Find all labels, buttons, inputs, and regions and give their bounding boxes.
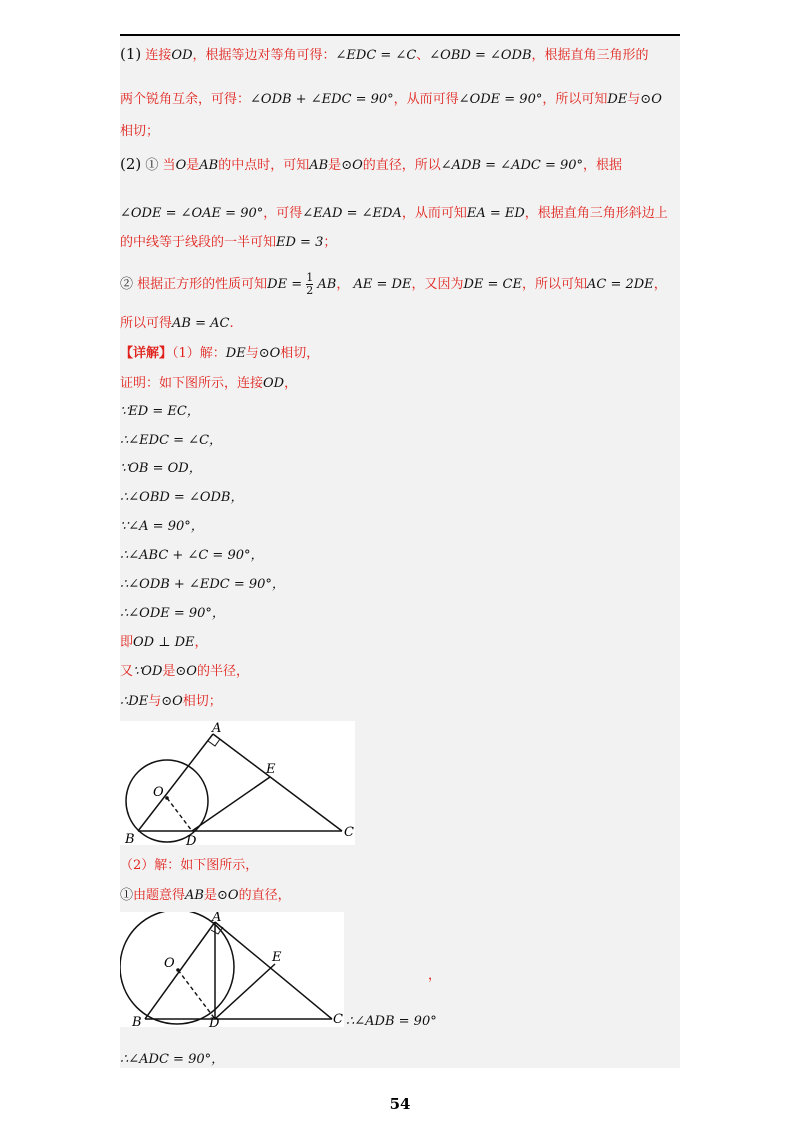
label-a: A (212, 912, 222, 925)
proof-step-13: ∴∠ADC = 90°， (120, 1052, 225, 1067)
segment-de (215, 964, 275, 1019)
page-number: 54 (389, 1095, 411, 1113)
proof-step-7: ∴∠ODB + ∠EDC = 90°， (120, 577, 285, 592)
figure-1 (120, 721, 355, 845)
proof-step-10: 又∵OD是⊙O的半径， (120, 664, 249, 679)
segment-od-dashed (178, 970, 215, 1019)
segment-ab (138, 734, 213, 831)
label-e: E (266, 762, 276, 777)
segment-od-dashed (167, 798, 192, 831)
proof-step-11: ∴DE与⊙O相切； (120, 694, 222, 709)
part2-heading: （2）解：如下图所示， (120, 858, 259, 873)
label-o: O (153, 785, 164, 800)
proof-step-8: ∴∠ODE = 90°， (120, 606, 225, 621)
circle-o (120, 912, 234, 1024)
label-c: C (344, 825, 354, 840)
proof-step-5: ∵∠A = 90°， (120, 519, 204, 534)
solution-panel (120, 36, 680, 1068)
analysis-p1-line3: 相切； (120, 124, 160, 139)
proof-step-3: ∵OB = OD， (120, 461, 202, 476)
label-e: E (272, 950, 282, 965)
segment-de (192, 777, 270, 831)
analysis-p2-line1: (2) ① 当O是AB的中点时，可知AB是⊙O的直径，所以∠ADB = ∠ADC = 90°，根据 (120, 155, 623, 173)
proof-step-1: ∵ED = EC， (120, 404, 200, 419)
detail-heading: 【详解】（1）解：DE与⊙O相切， (120, 346, 320, 361)
detail-proof-intro: 证明：如下图所示，连接OD， (120, 376, 298, 391)
label-c: C (333, 1012, 343, 1027)
proof-step-4: ∴∠OBD = ∠ODB， (120, 490, 244, 505)
figure-2-trailing-comma: ， (428, 968, 442, 983)
segment-ac (215, 922, 332, 1019)
analysis-p2-line2: ∠ODE = ∠OAE = 90°，可得∠EAD = ∠EDA，从而可知EA = ED，根据直角三角形斜边上 (120, 206, 668, 221)
label-b: B (132, 1015, 142, 1027)
part2-step-1: ①由题意得AB是⊙O的直径， (120, 888, 291, 903)
figure-1-diagram (120, 721, 355, 845)
label-o: O (164, 956, 175, 971)
figure-2 (120, 912, 344, 1027)
right-angle-mark (208, 739, 220, 746)
analysis-p3-line1: ② 根据正方形的性质可知DE = $\frac{1}{2}$ AB， AE = DE，又因为DE = CE，所以可知AC = 2DE， (120, 271, 667, 297)
proof-step-6: ∴∠ABC + ∠C = 90°， (120, 548, 264, 563)
analysis-p3-line2: 所以可得AB = AC. (120, 316, 234, 331)
label-b: B (125, 832, 135, 845)
analysis-p2-line3: 的中线等于线段的一半可知ED = 3； (120, 235, 337, 250)
analysis-p1-line2: 两个锐角互余，可得：∠ODB + ∠EDC = 90°，从而可得∠ODE = 90°，所以可知DE与⊙O (120, 92, 662, 107)
label-a: A (212, 721, 222, 736)
segment-ac (213, 734, 342, 831)
point-o (176, 968, 180, 972)
proof-step-2: ∴∠EDC = ∠C， (120, 433, 223, 448)
figure-2-diagram (120, 912, 344, 1027)
label-d: D (209, 1016, 220, 1027)
proof-step-9: 即OD ⊥ DE， (120, 635, 208, 650)
point-o (165, 796, 169, 800)
analysis-p1-line1: (1) 连接OD，根据等边对等角可得：∠EDC = ∠C、∠OBD = ∠ODB，根据直角三角形的 (120, 45, 649, 63)
label-d: D (186, 834, 197, 845)
fraction-one-half: $\frac{1}{2}$ (306, 271, 314, 297)
proof-step-12: ∴∠ADB = 90° (346, 1014, 437, 1029)
